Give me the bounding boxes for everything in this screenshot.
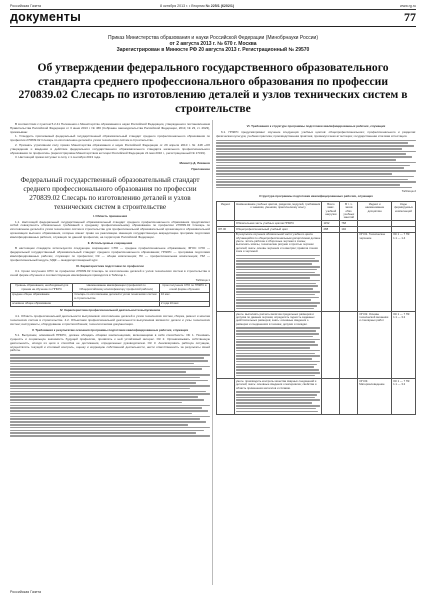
section-heading: I. Область применения bbox=[92, 213, 128, 218]
section-text: 6.1. ППКРС предусматривает изучение следующих учебных циклов: общепрофессионального; профессионального и разделов: физическая культура; учебная практика; производственная практика; промежуточная аттестация; государственная итоговая аттестация. bbox=[216, 129, 416, 138]
section-title: документы bbox=[10, 10, 81, 24]
table-row bbox=[11, 292, 210, 301]
table-cell bbox=[340, 232, 358, 311]
section-text: 1.1. Настоящий федеральный государственный образовательный стандарт среднего профессионального образования представляет собой совокупность обязательных требований к среднему профессиональному образованию по профессии 270839.02 Слесарь по изготовлению деталей и узлов технических систем в строительстве для профессиональной образовательной организации и образовательной организации высшего образования, которые имеют право на реализацию имеющих государственную аккредитацию программ подготовки квалифицированных рабочих, служащих по данной профессии, на территории Российской Федерации. bbox=[10, 219, 210, 239]
table-cell: основное общее образование bbox=[11, 301, 73, 307]
table-cell: ОП.03. Материаловедение bbox=[358, 379, 392, 415]
section-heading: II. Используемые сокращения bbox=[87, 240, 133, 245]
section-text: В настоящем стандарте используются следующие сокращения: СПО — среднее профессиональное образование; ФГОС СПО — федеральный государственный образовательный стандарт среднего профессионального образования; ППКРС — программа подготовки квалифицированных рабочих, служащих по профессии; ОК — общая компетенция; ПК — профессиональная компетенция; ПМ — профессиональный модуль; МДК — междисциплинарный курс. bbox=[10, 246, 210, 262]
table-cell bbox=[340, 379, 358, 415]
table-header-cell: Срок получения СПО по ППКРС в очной форме обучения bbox=[159, 283, 209, 292]
table-header-cell: В т. ч. часов обяз. учебных занятий bbox=[340, 202, 358, 221]
table-header-cell: Индекс и наименование дисциплин bbox=[358, 202, 392, 221]
table-title: Структура программы подготовки квалифицированных рабочих, служащих bbox=[259, 194, 373, 199]
table-header-row bbox=[11, 283, 210, 292]
table-2 bbox=[216, 201, 416, 415]
table-header-cell: Всего макс. учебной нагрузки bbox=[322, 202, 340, 221]
table-cell: Слесарь по изготовлению деталей и узлов технических систем в строительстве bbox=[73, 292, 160, 301]
text-filler bbox=[216, 140, 416, 189]
left-column bbox=[10, 123, 210, 438]
section-heading: V. Требования к результатам освоения программы подготовки квалифицированных рабочих, служащих bbox=[31, 327, 189, 332]
table-cell: 288 bbox=[322, 227, 340, 233]
table-label: Таблица 1 bbox=[195, 277, 210, 282]
table-row bbox=[217, 379, 416, 415]
table-cell: уметь: производить контроль качества сварных соединений и деталей; знать: основные сведения о материалах; свойства и область применения металлов и сплавов. bbox=[234, 379, 322, 415]
table-label: Таблица 2 bbox=[401, 188, 416, 193]
table-cell bbox=[322, 232, 340, 311]
table-cell: ОП.00 bbox=[217, 227, 235, 233]
table-cell: Общепрофессиональный учебный цикл bbox=[234, 227, 322, 233]
table-cell bbox=[340, 312, 358, 379]
appendix-label: Приложение bbox=[191, 166, 210, 171]
table-cell: В результате изучения обязательной части учебного цикла обучающийся по общепрофессиональным дисциплинам должен уметь: читать рабочие и сборочные чертежи и схемы; выполнять эскизы, технические рисунки и простые чертежи деталей; знать: основы черчения и геометрии; правила чтения схем и чертежей. bbox=[234, 232, 322, 311]
table-header-cell: Коды формируемых компетенций bbox=[392, 202, 416, 221]
standard-title: Федеральный государственный образовательный стандарт среднего профессионального образования по профессии 270839.02 Слесарь по изготовлению деталей и узлов технических систем в строительстве bbox=[20, 175, 200, 211]
table-header-cell: Уровень образования, необходимый для приема на обучение по ППКРС bbox=[11, 283, 73, 292]
section-heading: VI. Требования к структуре программы подготовки квалифицированных рабочих, служащих bbox=[246, 124, 386, 128]
issue-date: 8 октября 2013 г. • Вторник № 225/1 (6202/1) bbox=[160, 4, 235, 8]
section-heading: III. Характеристика подготовки по профессии bbox=[76, 263, 144, 268]
table-cell: 1152 bbox=[322, 221, 340, 227]
table-header-cell: Индекс bbox=[217, 202, 235, 221]
document-title: Об утверждении федерального государственного образовательного стандарта среднего профессионального образования по профессии 270839.02 Слесарь по изготовлению деталей и узлов технических систем в строительстве bbox=[18, 61, 408, 115]
table-header-cell: Наименование квалификации (профессий по Общероссийскому классификатору профессий рабочих) bbox=[73, 283, 160, 292]
table-cell bbox=[322, 379, 340, 415]
section-rule bbox=[10, 26, 416, 27]
site-url[interactable]: www.rg.ru bbox=[400, 4, 416, 8]
table-cell: ОК 1 — 7 ПК 1.1 — 3.2 bbox=[392, 312, 416, 379]
table-cell bbox=[217, 312, 235, 379]
table-header-row bbox=[217, 202, 416, 221]
intro-paragraph: 2. Признать утратившим силу приказ Министерства образования и науки Российской Федерации от 29 апреля 2010 г. № 448 «Об утверждении и введении в действие федерального государственного образовательного стандарта начального профессионального образования по профессии» (зарегистрирован Министерством юстиции Российской Федерации 21 мая 2010 г., регистрационный № 17319). bbox=[10, 142, 210, 155]
table-row bbox=[11, 301, 210, 307]
table-cell: 768 bbox=[340, 221, 358, 227]
order-line-3: Зарегистрирован в Минюсте РФ 20 августа 2013 г. Регистрационный № 29570 bbox=[116, 47, 310, 53]
table-cell: ОК 1 — 7 ПК 1.1 — 1.4 bbox=[392, 232, 416, 311]
intro-paragraph: 1. Утвердить прилагаемый федеральный государственный образовательный стандарт среднего профессионального образования по профессии 270839.02 Слесарь по изготовлению деталей и узлов технических систем в строительстве. bbox=[10, 134, 210, 143]
order-line-2: от 2 августа 2013 г. № 670 г. Москва bbox=[169, 41, 257, 47]
section-text: 3.1. Сроки получения СПО по профессии 270839.02 Слесарь по изготовлению деталей и узлов технических систем в строительстве в очной форме обучения и соответствующие квалификации приводятся в Таблице 1. bbox=[10, 269, 210, 278]
table-cell: Обязательная часть учебных циклов ППКРС bbox=[234, 221, 322, 227]
section-text: 4.1. Область профессиональной деятельности выпускников: изготовление деталей и узлов технических систем, сборка, ремонт и монтаж технических систем в строительстве. 4.2. Объектами профессиональной деятельности выпускников являются: детали и узлы технических систем; инструменты, оборудование и приспособления; технологическая документация. bbox=[10, 314, 210, 326]
intro-paragraph: В соответствии с пунктом 5.2.41 Положения о Министерстве образования и науки Российской Федерации, утвержденного постановлением Правительства Российской Федерации от 3 июня 2013 г. № 466 (Собрание законодательства Российской Федерации, 2013, № 23, ст. 2923), приказываю: bbox=[10, 122, 210, 134]
table-cell: ОП.01. Техническое черчение bbox=[358, 232, 392, 311]
order-block bbox=[10, 35, 416, 53]
table-cell bbox=[217, 232, 235, 311]
table-cell: среднее общее образование bbox=[11, 292, 73, 301]
section-heading: IV. Характеристика профессиональной деятельности выпускников bbox=[59, 308, 161, 313]
table-row bbox=[217, 232, 416, 311]
table-cell: 10 мес. bbox=[159, 292, 209, 301]
table-header-cell: Наименование учебных циклов, разделов, модулей, требования к знаниям, умениям, практическому опыту bbox=[234, 202, 322, 221]
table-1 bbox=[10, 283, 210, 308]
intro-paragraph: 3. Настоящий приказ вступает в силу с 1 сентября 2013 года. bbox=[15, 155, 101, 160]
table-cell bbox=[217, 379, 235, 415]
newspaper-name: Российская Газета bbox=[10, 4, 42, 8]
table-cell: 192 bbox=[340, 227, 358, 233]
table-cell: 2 года 10 мес. bbox=[159, 301, 209, 307]
order-line-1: Приказ Министерства образования и науки Российской Федерации (Минобрнауки России) bbox=[107, 35, 319, 41]
table-cell bbox=[322, 312, 340, 379]
column-divider bbox=[212, 120, 213, 585]
table-cell: ОК 1 — 7 ПК 1.1 — 3.2 bbox=[392, 379, 416, 415]
table-cell bbox=[73, 301, 160, 307]
table-row bbox=[217, 312, 416, 379]
minister-signature: Министр Д. Ливанов bbox=[179, 161, 210, 166]
right-column bbox=[216, 123, 416, 415]
table-cell: ОП.02. Основы технической механики и слесарных работ bbox=[358, 312, 392, 379]
page-number: 77 bbox=[404, 10, 416, 24]
section-text: 5.1. Выпускник, освоивший ППКРС, должен обладать общими компетенциями, включающими в себя способность: ОК 1. Понимать сущность и социальную значимость будущей профессии, проявлять к ней устойчивый интерес. ОК 2. Организовывать собственную деятельность, исходя из цели и способов ее достижения, определенных руководителем. ОК 3. Анализировать рабочую ситуацию, осуществлять текущий и итоговый контроль, оценку и коррекцию собственной деятельности, нести ответственность за результаты своей работы. bbox=[10, 333, 210, 353]
table-cell: уметь: выполнять расчеты величин предельных размеров и допуска по данным чертежа; определять годность заданных действительных размеров; знать: основные сведения о размерах и соединениях в технике; допуски и посадки. bbox=[234, 312, 322, 379]
page-footer: Российская Газета bbox=[10, 590, 42, 594]
text-filler bbox=[10, 354, 210, 436]
